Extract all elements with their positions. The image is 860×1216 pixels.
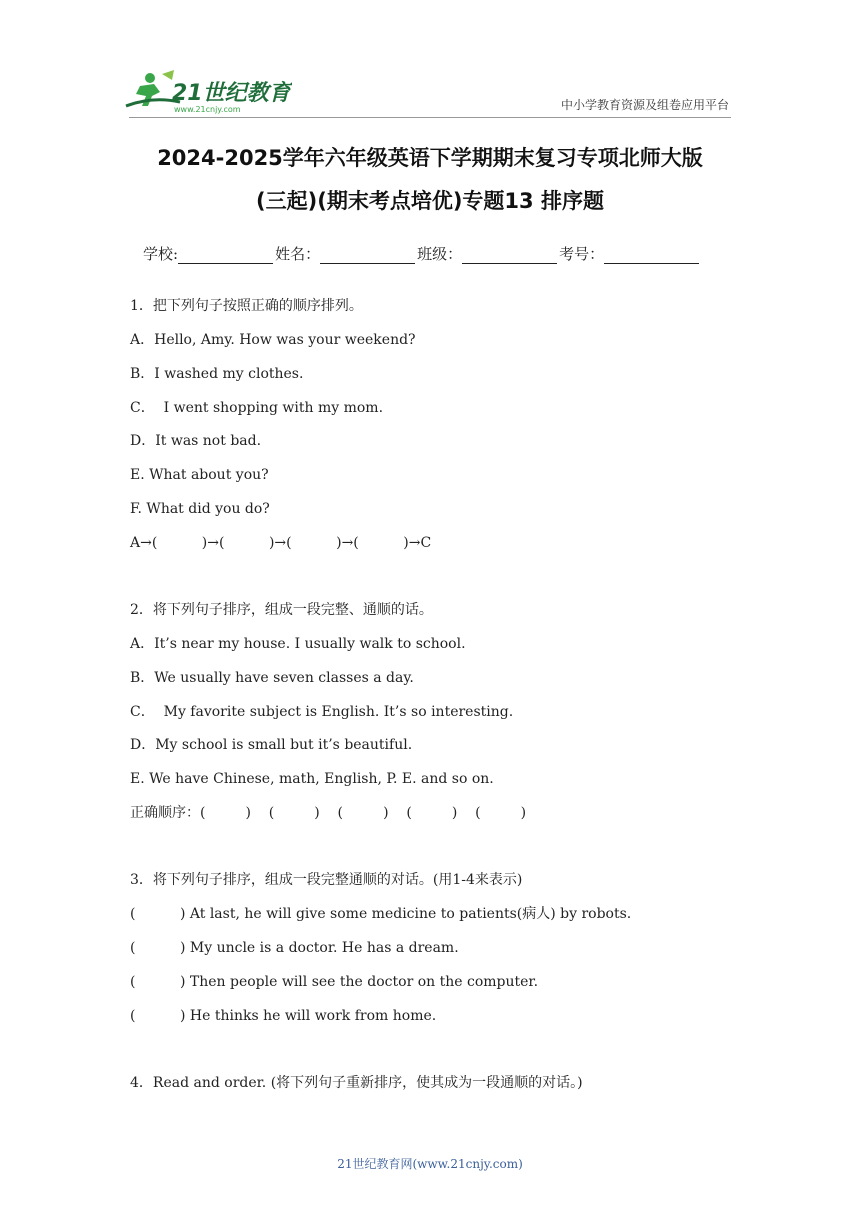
q1-prompt: 1．把下列句子按照正确的顺序排列。 bbox=[130, 298, 363, 314]
page-title-line2: (三起)(期末考点培优)专题13 排序题 bbox=[256, 189, 604, 213]
q2-prompt: 2．将下列句子排序，组成一段完整、通顺的话。 bbox=[130, 602, 433, 618]
q3-sentence-1[interactable]: ( ) At last, he will give some medicine to patients(病人) by robots. bbox=[130, 906, 632, 922]
runner-icon bbox=[122, 66, 292, 116]
name-field[interactable] bbox=[320, 247, 415, 264]
q1-option-c: C． I went shopping with my mom. bbox=[130, 400, 384, 416]
q4-prompt: 4．Read and order. (将下列句子重新排序，使其成为一段通顺的对话。) bbox=[130, 1075, 583, 1091]
school-label: 学校: bbox=[143, 245, 179, 263]
q1-option-b: B．I washed my clothes. bbox=[130, 366, 304, 382]
q1-option-e: E. What about you? bbox=[130, 467, 269, 483]
class-field[interactable] bbox=[462, 247, 557, 264]
q2-option-b: B．We usually have seven classes a day. bbox=[130, 670, 414, 686]
name-label: 姓名： bbox=[275, 245, 321, 263]
number-label: 考号： bbox=[559, 245, 605, 263]
svg-text:www.21cnjy.com: www.21cnjy.com bbox=[174, 105, 241, 114]
q2-option-e: E. We have Chinese, math, English, P. E. and so on. bbox=[130, 771, 494, 787]
page-title-line1: 2024-2025学年六年级英语下学期期末复习专项北师大版 bbox=[157, 146, 703, 170]
q1-option-d: D．It was not bad. bbox=[130, 433, 262, 449]
q1-answer-blanks[interactable]: A→( )→( )→( )→( )→C bbox=[130, 535, 432, 551]
header-divider bbox=[129, 117, 731, 118]
q3-sentence-2[interactable]: ( ) My uncle is a doctor. He has a dream. bbox=[130, 940, 459, 956]
q3-sentence-3[interactable]: ( ) Then people will see the doctor on the computer. bbox=[130, 974, 539, 990]
site-logo bbox=[122, 66, 292, 116]
number-field[interactable] bbox=[604, 247, 699, 264]
platform-label: 中小学教育资源及组卷应用平台 bbox=[560, 98, 729, 112]
q2-option-d: D．My school is small but it’s beautiful. bbox=[130, 737, 413, 753]
q1-option-a: A．Hello, Amy. How was your weekend? bbox=[130, 332, 416, 348]
svg-text:21世纪教育: 21世纪教育 bbox=[172, 81, 291, 106]
q3-sentence-4[interactable]: ( ) He thinks he will work from home. bbox=[130, 1008, 437, 1024]
q2-option-a: A．It’s near my house. I usually walk to school. bbox=[130, 636, 466, 652]
school-field[interactable] bbox=[178, 247, 273, 264]
q2-option-c: C． My favorite subject is English. It’s so interesting. bbox=[130, 704, 514, 720]
q3-prompt: 3．将下列句子排序，组成一段完整通顺的对话。(用1-4来表示) bbox=[130, 872, 523, 888]
footer-link[interactable]: 21世纪教育网(www.21cnjy.com) bbox=[337, 1157, 523, 1171]
student-info-row bbox=[143, 243, 701, 264]
q2-answer-blanks[interactable]: 正确顺序：( ) ( ) ( ) ( ) ( ) bbox=[130, 805, 527, 821]
class-label: 班级： bbox=[417, 245, 463, 263]
q1-option-f: F. What did you do? bbox=[130, 501, 270, 517]
